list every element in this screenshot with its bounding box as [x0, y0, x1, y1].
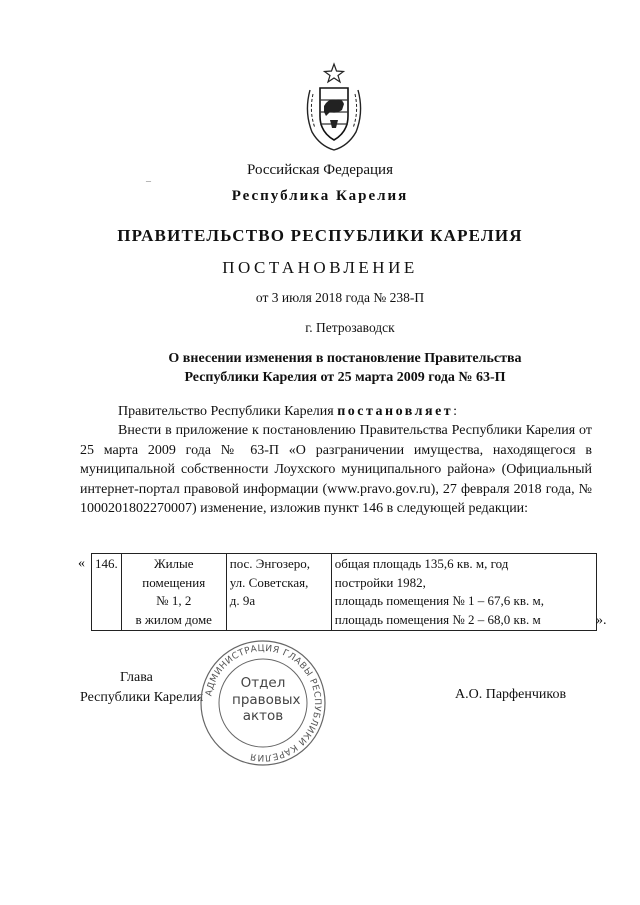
republic-name: Республика Карелия: [231, 188, 409, 204]
coat-of-arms-emblem: [300, 62, 368, 152]
decree-paragraph: Внести в приложение к постановлению Правительства Республики Карелия от 25 марта 2009 года № 63-П «О разграничении имущества, находящегося в муниципальной собственности Лоухского муниципального района» (Официальный интернет-портал правовой информации (www.pravo.gov.ru), 27 февраля 2018 года, № 1000201802270007) изменение, изложив пункт 146 в следующей редакции:: [80, 423, 592, 516]
signatory-title-line-2: Республики Карелия: [80, 690, 204, 705]
item-name: [121, 554, 226, 631]
document-date-number: от 3 июля 2018 года № 238-П: [255, 290, 425, 305]
stamp-inner-line: актов: [242, 708, 284, 724]
document-city: г. Петрозаводск: [305, 320, 395, 335]
subject-line-2: Республики Карелия от 25 марта 2009 года № 63-П: [184, 370, 506, 385]
government-title: ПРАВИТЕЛЬСТВО РЕСПУБЛИКИ КАРЕЛИЯ: [117, 226, 523, 245]
decree-intro-suffix: :: [453, 404, 458, 419]
item-number: 146.: [92, 554, 122, 631]
item-address-line: д. 9а: [229, 593, 256, 608]
stamp-inner-text: [232, 675, 301, 725]
signatory-title-line-1: Глава: [120, 670, 153, 685]
item-details: [331, 554, 596, 631]
item-details-line: общая площадь 135,6 кв. м, год: [334, 556, 509, 571]
country-name: Российская Федерация: [247, 162, 393, 178]
item-name-line: Жилые: [153, 556, 194, 571]
document-subject: [25, 349, 640, 387]
document-type: ПОСТАНОВЛЕНИЕ: [222, 258, 418, 277]
quote-close: ».: [596, 613, 607, 628]
stamp-ring-text: АДМИНИСТРАЦИЯ ГЛАВЫ РЕСПУБЛИКИ КАРЕЛИЯ: [204, 643, 323, 763]
quote-open: «: [78, 556, 85, 571]
item-name-line: № 1, 2: [156, 593, 192, 608]
stamp-inner-line: Отдел: [240, 675, 286, 691]
item-name-line: в жилом доме: [135, 611, 212, 627]
stamp-inner-line: правовых: [232, 691, 301, 708]
item-address: [226, 554, 331, 631]
decree-intro: [80, 402, 592, 422]
subject-line-1: О внесении изменения в постановление Правительства: [168, 351, 522, 366]
decree-intro-prefix: Правительство Республики Карелия: [118, 404, 338, 419]
item-table: [91, 553, 597, 631]
item-address-line: пос. Энгозеро,: [229, 556, 311, 571]
item-details-line: площадь помещения № 2 – 68,0 кв. м: [334, 611, 541, 627]
item-address-line: ул. Советская,: [229, 574, 309, 590]
item-name-line: помещения: [142, 574, 206, 590]
decree-verb: постановляет: [337, 404, 454, 419]
item-details-line: постройки 1982,: [334, 574, 426, 590]
table-row: [92, 554, 597, 631]
scan-mark: –: [146, 176, 151, 187]
item-details-line: площадь помещения № 1 – 67,6 кв. м,: [334, 593, 544, 608]
signatory-name: А.О. Парфенчиков: [455, 687, 567, 702]
